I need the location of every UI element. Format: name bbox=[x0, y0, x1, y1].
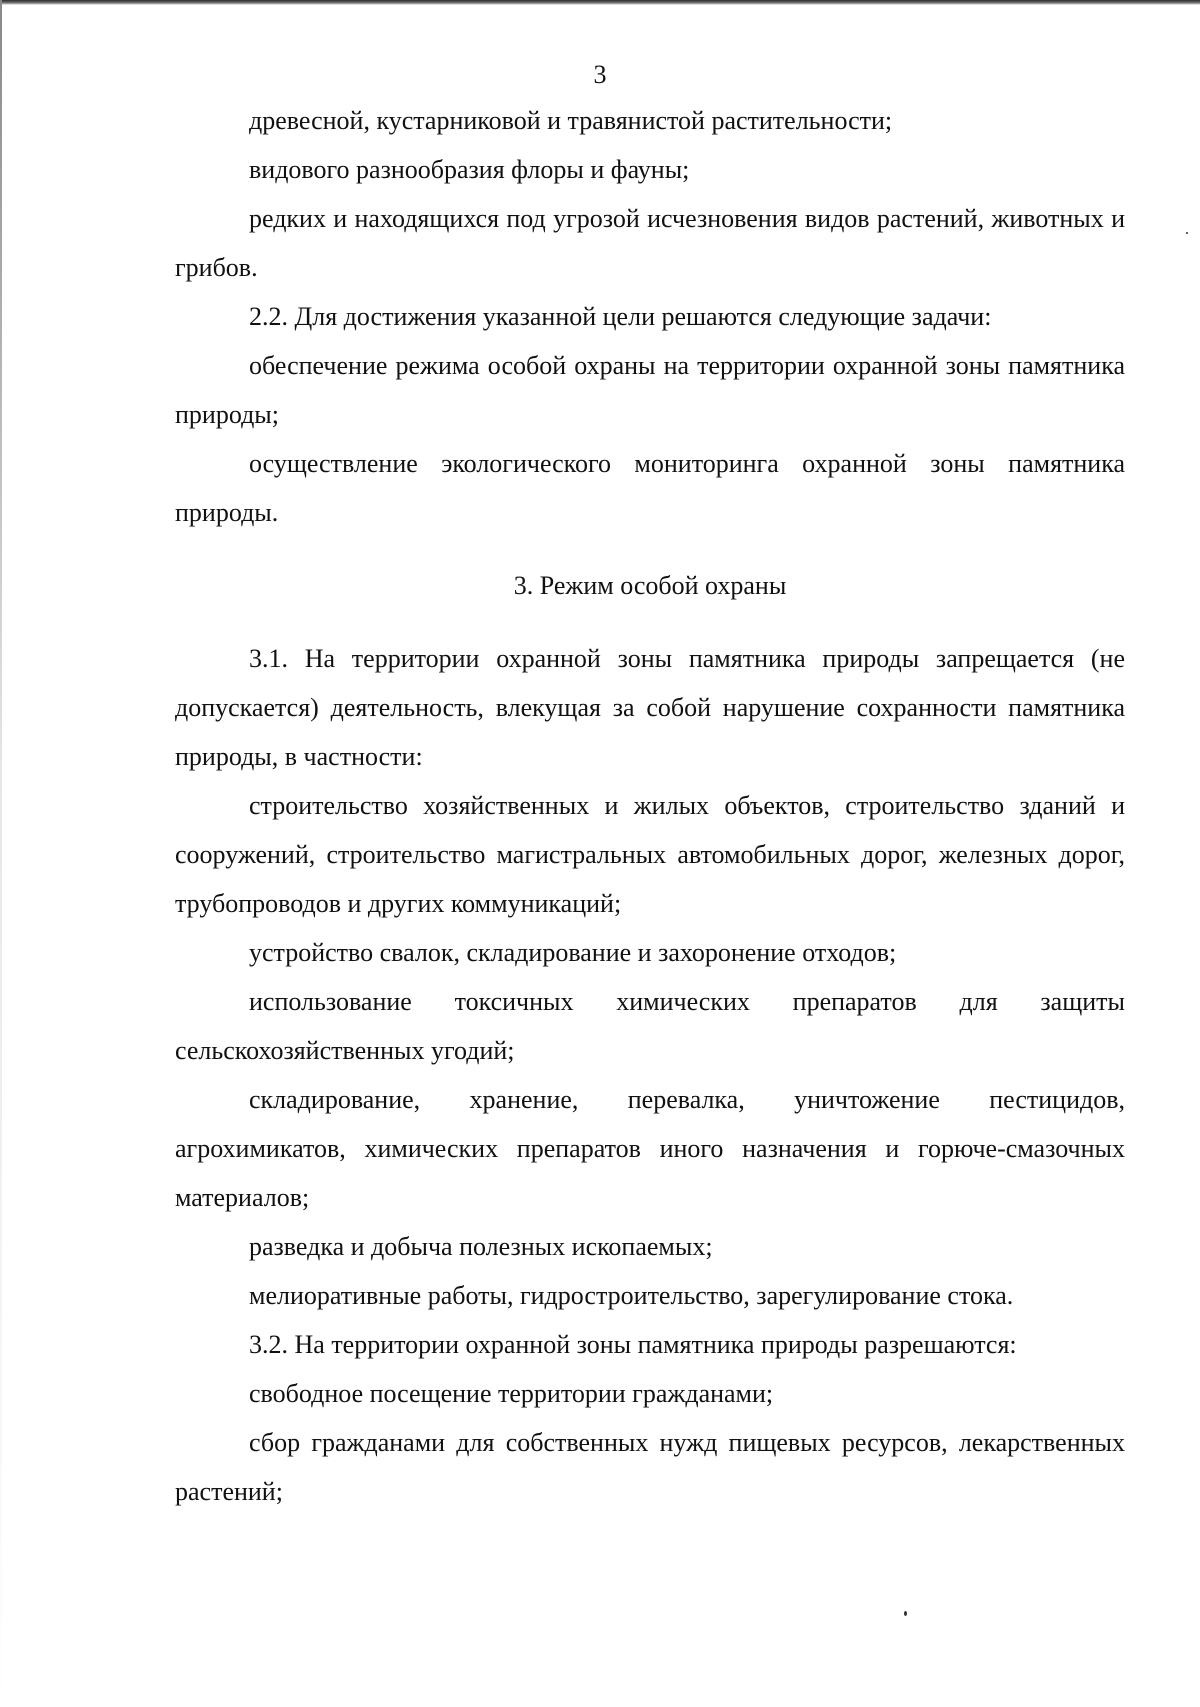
paragraph: видового разнообразия флоры и фауны; bbox=[249, 155, 690, 184]
paragraph: древесной, кустарниковой и травянистой растительности; bbox=[249, 106, 893, 135]
paragraph: сбор гражданами для собственных нужд пищевых ресурсов, лекарственных растений; bbox=[175, 1428, 1125, 1506]
paragraph: мелиоративные работы, гидростроительство, зарегулирование стока. bbox=[249, 1281, 1014, 1310]
scan-speck bbox=[1186, 232, 1188, 234]
paragraph: 2.2. Для достижения указанной цели решаются следующие задачи: bbox=[249, 302, 992, 331]
paragraph: редких и находящихся под угрозой исчезновения видов растений, животных и грибов. bbox=[175, 204, 1125, 282]
paragraph: устройство свалок, складирование и захоронение отходов; bbox=[249, 938, 897, 967]
paragraph: свободное посещение территории гражданами; bbox=[249, 1379, 774, 1408]
paragraph: складирование, хранение, перевалка, уничтожение пестицидов, агрохимикатов, химических препаратов иного назначения и горюче-смазочных материалов; bbox=[175, 1085, 1125, 1212]
paragraph: строительство хозяйственных и жилых объектов, строительство зданий и сооружений, строительство магистральных автомобильных дорог, железных дорог, трубопроводов и других коммуникаций; bbox=[175, 791, 1125, 918]
paragraph: обеспечение режима особой охраны на территории охранной зоны памятника природы; bbox=[175, 351, 1125, 429]
page-number: 3 bbox=[593, 60, 607, 89]
scan-edge-top bbox=[0, 0, 1200, 5]
paragraph: осуществление экологического мониторинга охранной зоны памятника природы. bbox=[175, 449, 1125, 527]
scan-speck bbox=[904, 1611, 907, 1616]
section-heading: 3. Режим особой охраны bbox=[513, 571, 787, 600]
paragraph: разведка и добыча полезных ископаемых; bbox=[249, 1232, 713, 1261]
document-body bbox=[175, 96, 1125, 1516]
paragraph: использование токсичных химических препаратов для защиты сельскохозяйственных угодий; bbox=[175, 987, 1125, 1065]
paragraph: 3.2. На территории охранной зоны памятника природы разрешаются: bbox=[249, 1330, 1017, 1359]
paragraph: 3.1. На территории охранной зоны памятника природы запрещается (не допускается) деятельность, влекущая за собой нарушение сохранности памятника природы, в частности: bbox=[175, 644, 1125, 771]
scan-edge-left bbox=[0, 0, 2, 1707]
